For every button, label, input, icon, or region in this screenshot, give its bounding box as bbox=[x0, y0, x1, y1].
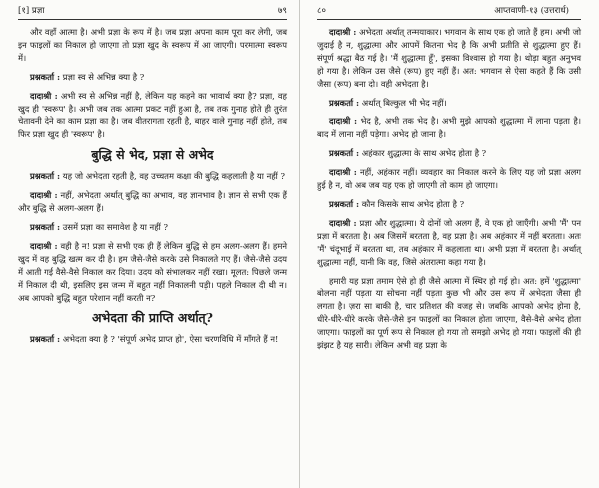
speaker-label: प्रश्नकर्ता : bbox=[30, 71, 61, 82]
dialogue-paragraph bbox=[18, 189, 287, 215]
left-page-header bbox=[18, 4, 287, 20]
paragraph-text: हमारी यह प्रज्ञा तमाम ऐसे हो ही जैसे आत्मा में स्थिर हो गई हो। अत: हमें 'शुद्धात्मा' बोलना नहीं पड़ता या सोचना नहीं पड़ता कुछ भी और उस रूप में अभेदता जैसा ही लगता है। ज़रा सा बाकी है, चार प्रतिशत की वजह से। जबकि आपको अभेद होना है, धीरे-धीरे-धीरे करके जैसे-जैसे इन फाइलों का निकाल होता जाएगा, वैसे-वैसे अभेद होता जाएगा। फाइलों का पूर्ण रूप से निकाल हो गया तो समझो अभेद हो गया। फाइलों की ही झंझट है यह सारी। लेकिन अभी वह प्रज्ञा के bbox=[317, 275, 581, 351]
paragraph-text: अभेदता अर्थात् तन्मयाकार। भगवान के साथ एक हो जाते हैं हम। अभी जो जुदाई है न, शुद्धात्मा और आपमें कितना भेद है कि अभी प्रतीति से शुद्धात्मा हुए हैं। संपूर्ण श्रद्धा बैठ गई है। 'मैं शुद्धात्मा हूँ', इसका विश्वास हो गया है। थोड़ा बहुत अनुभव हो गया है। लेकिन उस जैसे (रूप) हुए नहीं हैं। अत: भगवान से ऐसा कहते हैं कि उसी जैसा (रूप) बना दो। वही अभेदता है। bbox=[317, 27, 582, 89]
dialogue-paragraph bbox=[18, 71, 287, 84]
dialogue-paragraph bbox=[18, 170, 287, 183]
right-page-number: ८० bbox=[317, 6, 326, 17]
paragraph-text: भेद है, अभी तक भेद है। अभी मुझे आपको शुद्धात्मा में लाना पड़ता है। बाद में लाना नहीं पड़ेगा। अभेद हो जाना है। bbox=[317, 116, 581, 140]
right-page-body bbox=[317, 26, 581, 352]
dialogue-paragraph bbox=[317, 26, 581, 91]
paragraph-text: यह जो अभेदता रहती है, वह उच्चतम कक्षा की बुद्धि कहलाती है या नहीं ? bbox=[60, 171, 285, 182]
speaker-label: दादाश्री : bbox=[329, 116, 358, 127]
dialogue-paragraph bbox=[317, 198, 581, 211]
dialogue-paragraph bbox=[317, 217, 581, 269]
paragraph-text: अर्थात् बिल्कुल भी भेद नहीं। bbox=[359, 97, 447, 108]
speaker-label: दादाश्री : bbox=[30, 240, 58, 251]
paragraph-text: नहीं, अभेदता अर्थात् बुद्धि का अभाव, वह ज्ञानभाव है। ज्ञान से सभी एक हैं और बुद्धि से अलग-अलग हैं। bbox=[18, 190, 287, 214]
speaker-label: दादाश्री : bbox=[329, 167, 357, 178]
paragraph-text: कौन किसके साथ अभेद होता है ? bbox=[359, 198, 465, 209]
paragraph-text: अभी स्व से अभिन्न नहीं है, लेकिन यह कहने का भावार्थ क्या है? प्रज्ञा, वह खुद ही 'स्वरूप' है। अभी जब तक आत्मा प्रकट नहीं हुआ है, तब तक गुनाह होते ही तुरंत चेतावनी देने का काम प्रज्ञा का है। जब वीतरागता रहती है, बाहर वाले गुनाह नहीं होते, तब फिर प्रज्ञा खुद ही 'स्वरूप' है। bbox=[18, 90, 288, 140]
dialogue-paragraph bbox=[18, 90, 287, 142]
dialogue-paragraph bbox=[18, 240, 287, 305]
left-page-body bbox=[18, 26, 287, 346]
speaker-label: दादाश्री : bbox=[30, 190, 58, 201]
dialogue-paragraph bbox=[317, 97, 581, 110]
paragraph-text: नहीं, अहंकार नहीं। व्यवहार का निकाल करने के लिए यह जो प्रज्ञा अलग हुई है न, वो अब जब यह एक हो जाएगी तो काम हो जाएगा। bbox=[317, 167, 581, 191]
dialogue-paragraph bbox=[317, 166, 581, 192]
right-page bbox=[300, 0, 599, 488]
left-page-number: ७९ bbox=[278, 6, 287, 17]
dialogue-paragraph bbox=[18, 333, 287, 346]
dialogue-paragraph bbox=[317, 115, 581, 141]
section-heading: अभेदता की प्राप्ति अर्थात्? bbox=[91, 310, 214, 326]
paragraph-text: उसमें प्रज्ञा का समावेश है या नहीं ? bbox=[60, 221, 168, 232]
paragraph-text: अहंकार शुद्धात्मा के साथ अभेद होता है ? bbox=[359, 148, 487, 159]
paragraph-text: प्रज्ञा स्व से अभिन्न क्या है ? bbox=[60, 71, 145, 82]
paragraph-text: अभेदता क्या है ? 'संपूर्ण अभेद प्राप्त हो', ऐसा चरणविधि में माँगते हैं न! bbox=[60, 334, 279, 345]
speaker-label: प्रश्नकर्ता : bbox=[30, 171, 61, 182]
speaker-label: प्रश्नकर्ता : bbox=[30, 221, 61, 232]
dialogue-paragraph bbox=[18, 221, 287, 234]
speaker-label: दादाश्री : bbox=[30, 90, 58, 101]
speaker-label: प्रश्नकर्ता : bbox=[329, 198, 360, 209]
paragraph-text: प्रज्ञा और शुद्धात्मा। ये दोनों जो अलग हैं, वे एक हो जाएँगी। अभी 'मैं' पन प्रज्ञा में बरतता है। अब जिसमें बरतता है, वह प्रज्ञा है। अब अहंकार में नहीं बरतता। अतः 'मैं' चंदूभाई में बरतता था, तब अहंकार में कहलाता था। अभी प्रज्ञा में बरतता है। अर्थात् शुद्धात्मा नहीं, यानी कि वह, जिसे अंतरात्मा कहा गया है। bbox=[317, 217, 581, 267]
body-paragraph bbox=[18, 26, 287, 65]
speaker-label: दादाश्री : bbox=[329, 27, 357, 37]
right-page-header bbox=[317, 4, 581, 20]
paragraph-text: वही है न! प्रज्ञा से सभी एक ही हैं लेकिन बुद्धि से हम अलग-अलग हैं। हमने खुद में वह बुद्धि खत्म कर दी है। हम जैसे-जैसे करके उसे निकालते गए हैं। जैसे-जैसे उदय में आती गई वैसे-वैसे निकाल कर दिया। उदय को संभालकर नहीं रखा। मूलत: पिछले जन्म में निकाल दी थी, इसलिए इस जन्म में बहुत नहीं निकालनी पड़ी। पहले निकाल दी थी न। अब आपको बुद्धि बहुत परेशान नहीं करती न? bbox=[18, 240, 287, 303]
dialogue-paragraph bbox=[317, 147, 581, 160]
speaker-label: दादाश्री : bbox=[329, 217, 357, 228]
right-running-title: आप्तवाणी-१३ (उत्तरार्ध) bbox=[494, 6, 569, 17]
speaker-label: प्रश्नकर्ता : bbox=[30, 334, 61, 345]
section-heading: बुद्धि से भेद, प्रज्ञा से अभेद bbox=[91, 147, 214, 163]
left-running-title: [१] प्रज्ञा bbox=[18, 6, 45, 17]
speaker-label: प्रश्नकर्ता : bbox=[329, 97, 360, 108]
speaker-label: प्रश्नकर्ता : bbox=[329, 148, 360, 159]
paragraph-text: और वहाँ आत्मा है। अभी प्रज्ञा के रूप में है। जब प्रज्ञा अपना काम पूरा कर लेगी, जब इन फाइलों का निकाल हो जाएगा तो प्रज्ञा खुद के स्वरूप में आ जाएगी। परमात्मा स्वरूप में। bbox=[18, 27, 287, 63]
body-paragraph bbox=[317, 275, 581, 352]
